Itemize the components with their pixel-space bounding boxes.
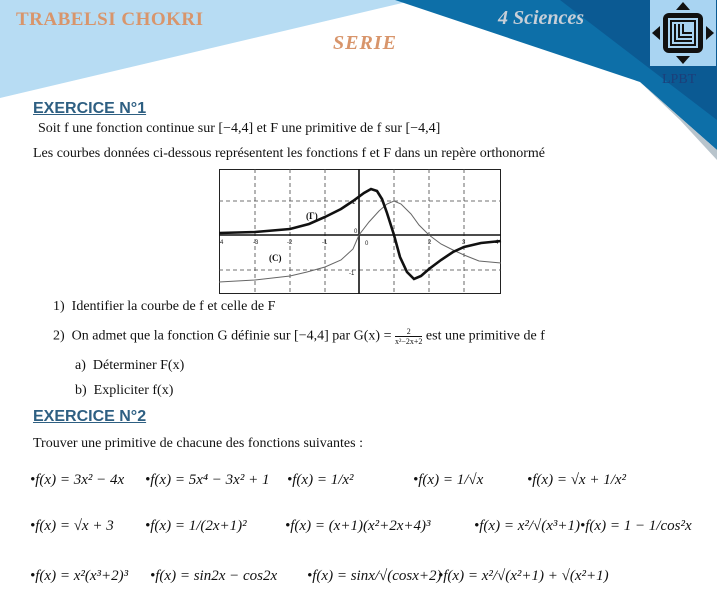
function-graph — [219, 169, 502, 300]
formula-r2-5: •f(x) = 1 − 1/cos²x — [580, 518, 692, 534]
svg-text:-1: -1 — [322, 240, 328, 246]
exercise-1-intro: Soit f une fonction continue sur [−4,4] et F une primitive de f sur [−4,4] — [38, 121, 441, 136]
svg-text:-2: -2 — [287, 240, 293, 246]
formula-r2-3: •f(x) = (x+1)(x²+2x+4)³ — [285, 518, 431, 534]
document-title: SERIE — [333, 32, 397, 54]
formula-r2-1: •f(x) = √x + 3 — [30, 518, 114, 534]
question-1 — [53, 299, 275, 315]
formula-r3-3: •f(x) = sinx/√(cosx+2) — [307, 568, 442, 584]
exercise-2-intro: Trouver une primitive de chacune des fonctions suivantes : — [33, 436, 363, 451]
question-2-number: 2) — [53, 328, 65, 344]
question-2 — [53, 327, 545, 346]
exercise-1-title: EXERCICE N°1 — [33, 100, 147, 117]
class-level: 4 Sciences — [498, 7, 585, 29]
svg-text:1: 1 — [352, 200, 356, 206]
graph-canvas — [219, 169, 502, 295]
subquestion-b: b) Expliciter f(x) — [75, 383, 174, 398]
formula-r1-5: •f(x) = √x + 1/x² — [527, 472, 627, 488]
svg-text:0: 0 — [365, 241, 369, 247]
exercise-1-description: Les courbes données ci-dessous représentent les fonctions f et F dans un repère orthonormé — [33, 146, 546, 161]
author-name: TRABELSI CHOKRI — [16, 9, 204, 30]
svg-text:-1: -1 — [349, 271, 355, 277]
svg-text:4: 4 — [220, 240, 224, 246]
g-fraction: $\frac{2}{\text{x²−2x+2}}$ — [394, 327, 423, 346]
svg-text:0: 0 — [354, 229, 358, 235]
gamma-label: (Γ) — [306, 211, 318, 221]
question-2-text-after: est une primitive de f — [425, 328, 545, 344]
formula-r3-4: •f(x) = x²/√(x²+1) + √(x²+1) — [438, 568, 609, 584]
question-1-text: Identifier la courbe de f et celle de F — [71, 299, 276, 314]
logo-emblem-icon — [650, 0, 716, 66]
logo-caption: LPBT — [662, 72, 697, 87]
formula-r3-2: •f(x) = sin2x − cos2x — [150, 568, 278, 584]
subquestion-a: a) Déterminer F(x) — [75, 358, 185, 373]
svg-text:-3: -3 — [253, 240, 259, 246]
school-logo — [650, 0, 716, 66]
formula-r1-3: •f(x) = 1/x² — [287, 472, 354, 488]
formula-r2-2: •f(x) = 1/(2x+1)² — [145, 518, 247, 534]
formula-r1-2: •f(x) = 5x⁴ − 3x² + 1 — [145, 472, 270, 488]
svg-text:4: 4 — [495, 240, 499, 246]
exercise-2-title: EXERCICE N°2 — [33, 408, 147, 425]
formula-r2-4: •f(x) = x²/√(x³+1) — [474, 518, 581, 534]
formula-r1-1: •f(x) = 3x² − 4x — [30, 472, 125, 488]
svg-text:2: 2 — [428, 240, 432, 246]
question-2-text-before: On admet que la fonction G définie sur [−4,4] par G(x) = — [71, 328, 392, 344]
formula-r3-1: •f(x) = x²(x³+2)³ — [30, 568, 129, 584]
c-label: (C) — [269, 253, 282, 263]
formula-r1-4: •f(x) = 1/√x — [413, 472, 484, 488]
svg-text:3: 3 — [462, 240, 466, 246]
question-1-number: 1) — [53, 299, 65, 314]
